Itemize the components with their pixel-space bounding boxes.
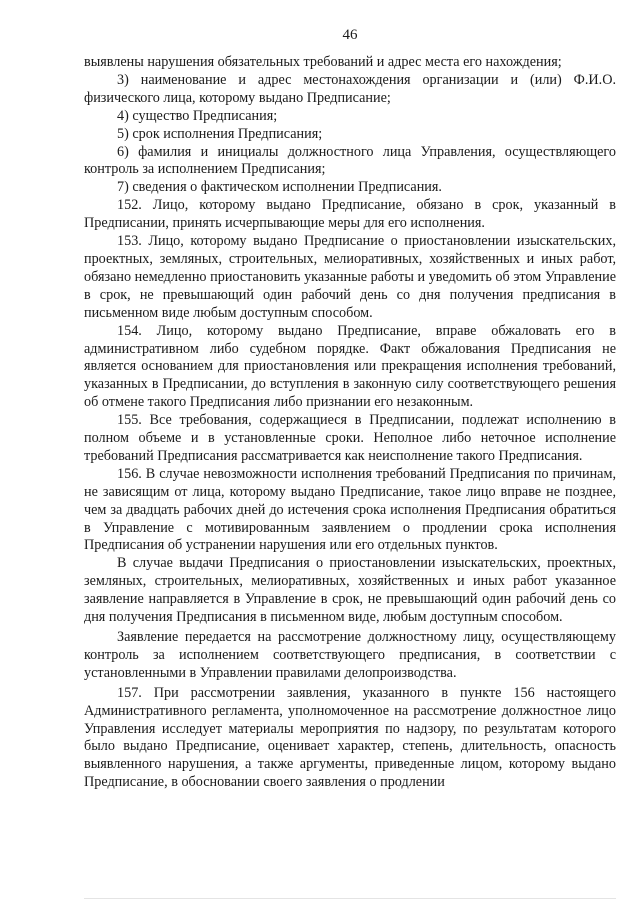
list-item-6: 6) фамилия и инициалы должностного лица Управления, осуществляющего контроль за исполнением Предписания; [84,143,616,178]
list-item-4: 4) существо Предписания; [117,107,278,124]
list-item-5: 5) срок исполнения Предписания; [117,125,323,142]
clause-156-suspension-paragraph: В случае выдачи Предписания о приостановлении изыскательских, проектных, земляных, строительных, мелиоративных, хозяйственных и иных работ указанное заявление направляется в Управление в срок, не превышающий один рабочий день со дня получения Предписания в письменном виде, любым доступным способом. [84,555,616,626]
clause-152: 152. Лицо, которому выдано Предписание, обязано в срок, указанный в Предписании, принять исчерпывающие меры для его исполнения. [84,197,616,232]
clause-155: 155. Все требования, содержащиеся в Предписании, подлежат исполнению в полном объеме и в установленные сроки. Неполное либо неточное исполнение требований Предписания рассматривается как неисполнение такого Предписания. [84,412,616,464]
document-body [84,54,616,792]
list-item-3: 3) наименование и адрес местонахождения организации и (или) Ф.И.О. физического лица, которому выдано Предписание; [84,71,616,106]
clause-156-transfer-paragraph: Заявление передается на рассмотрение должностному лицу, осуществляющему контроль за исполнением соответствующего предписания, в соответствии с установленными в Управлении правилами делопроизводства. [84,629,616,681]
page-number: 46 [342,27,358,43]
paragraph-continuation: выявлены нарушения обязательных требований и адрес места его нахождения; [84,54,562,70]
clause-156: 156. В случае невозможности исполнения требований Предписания по причинам, не зависящим от лица, которому выдано Предписание, такое лицо вправе не позднее, чем за двадцать рабочих дней до истечения срока исполнения Предписания обратиться в Управление с мотивированным заявлением о продлении срока исполнения Предписания об устранении нарушения или его отдельных пунктов. [84,465,616,554]
list-item-7: 7) сведения о фактическом исполнении Предписания. [117,179,442,196]
clause-157: 157. При рассмотрении заявления, указанного в пункте 156 настоящего Административного регламента, уполномоченное на рассмотрение должностное лицо Управления исследует материалы мероприятия по надзору, по результатам которого было выдано Предписание, оценивает характер, степень, длительность, опасность выявленного нарушения, а также аргументы, приведенные лицом, которому выдано Предписание, в обосновании своего заявления о продлении [84,684,616,791]
scan-edge-line [84,898,616,899]
clause-153: 153. Лицо, которому выдано Предписание о приостановлении изыскательских, проектных, земляных, строительных, мелиоративных, хозяйственных и иных работ, обязано немедленно приостановить указанные работы и уведомить об этом Управление в срок, не превышающий один рабочий день со дня получения предписания в письменном виде любым доступным способом. [84,233,616,321]
clause-154: 154. Лицо, которому выдано Предписание, вправе обжаловать его в административном либо судебном порядке. Факт обжалования Предписания не является основанием для приостановления или прекращения исполнения требований, указанных в Предписании, до вступления в законную силу соответствующего решения об отмене такого Предписания либо признании его незаконным. [84,322,616,411]
